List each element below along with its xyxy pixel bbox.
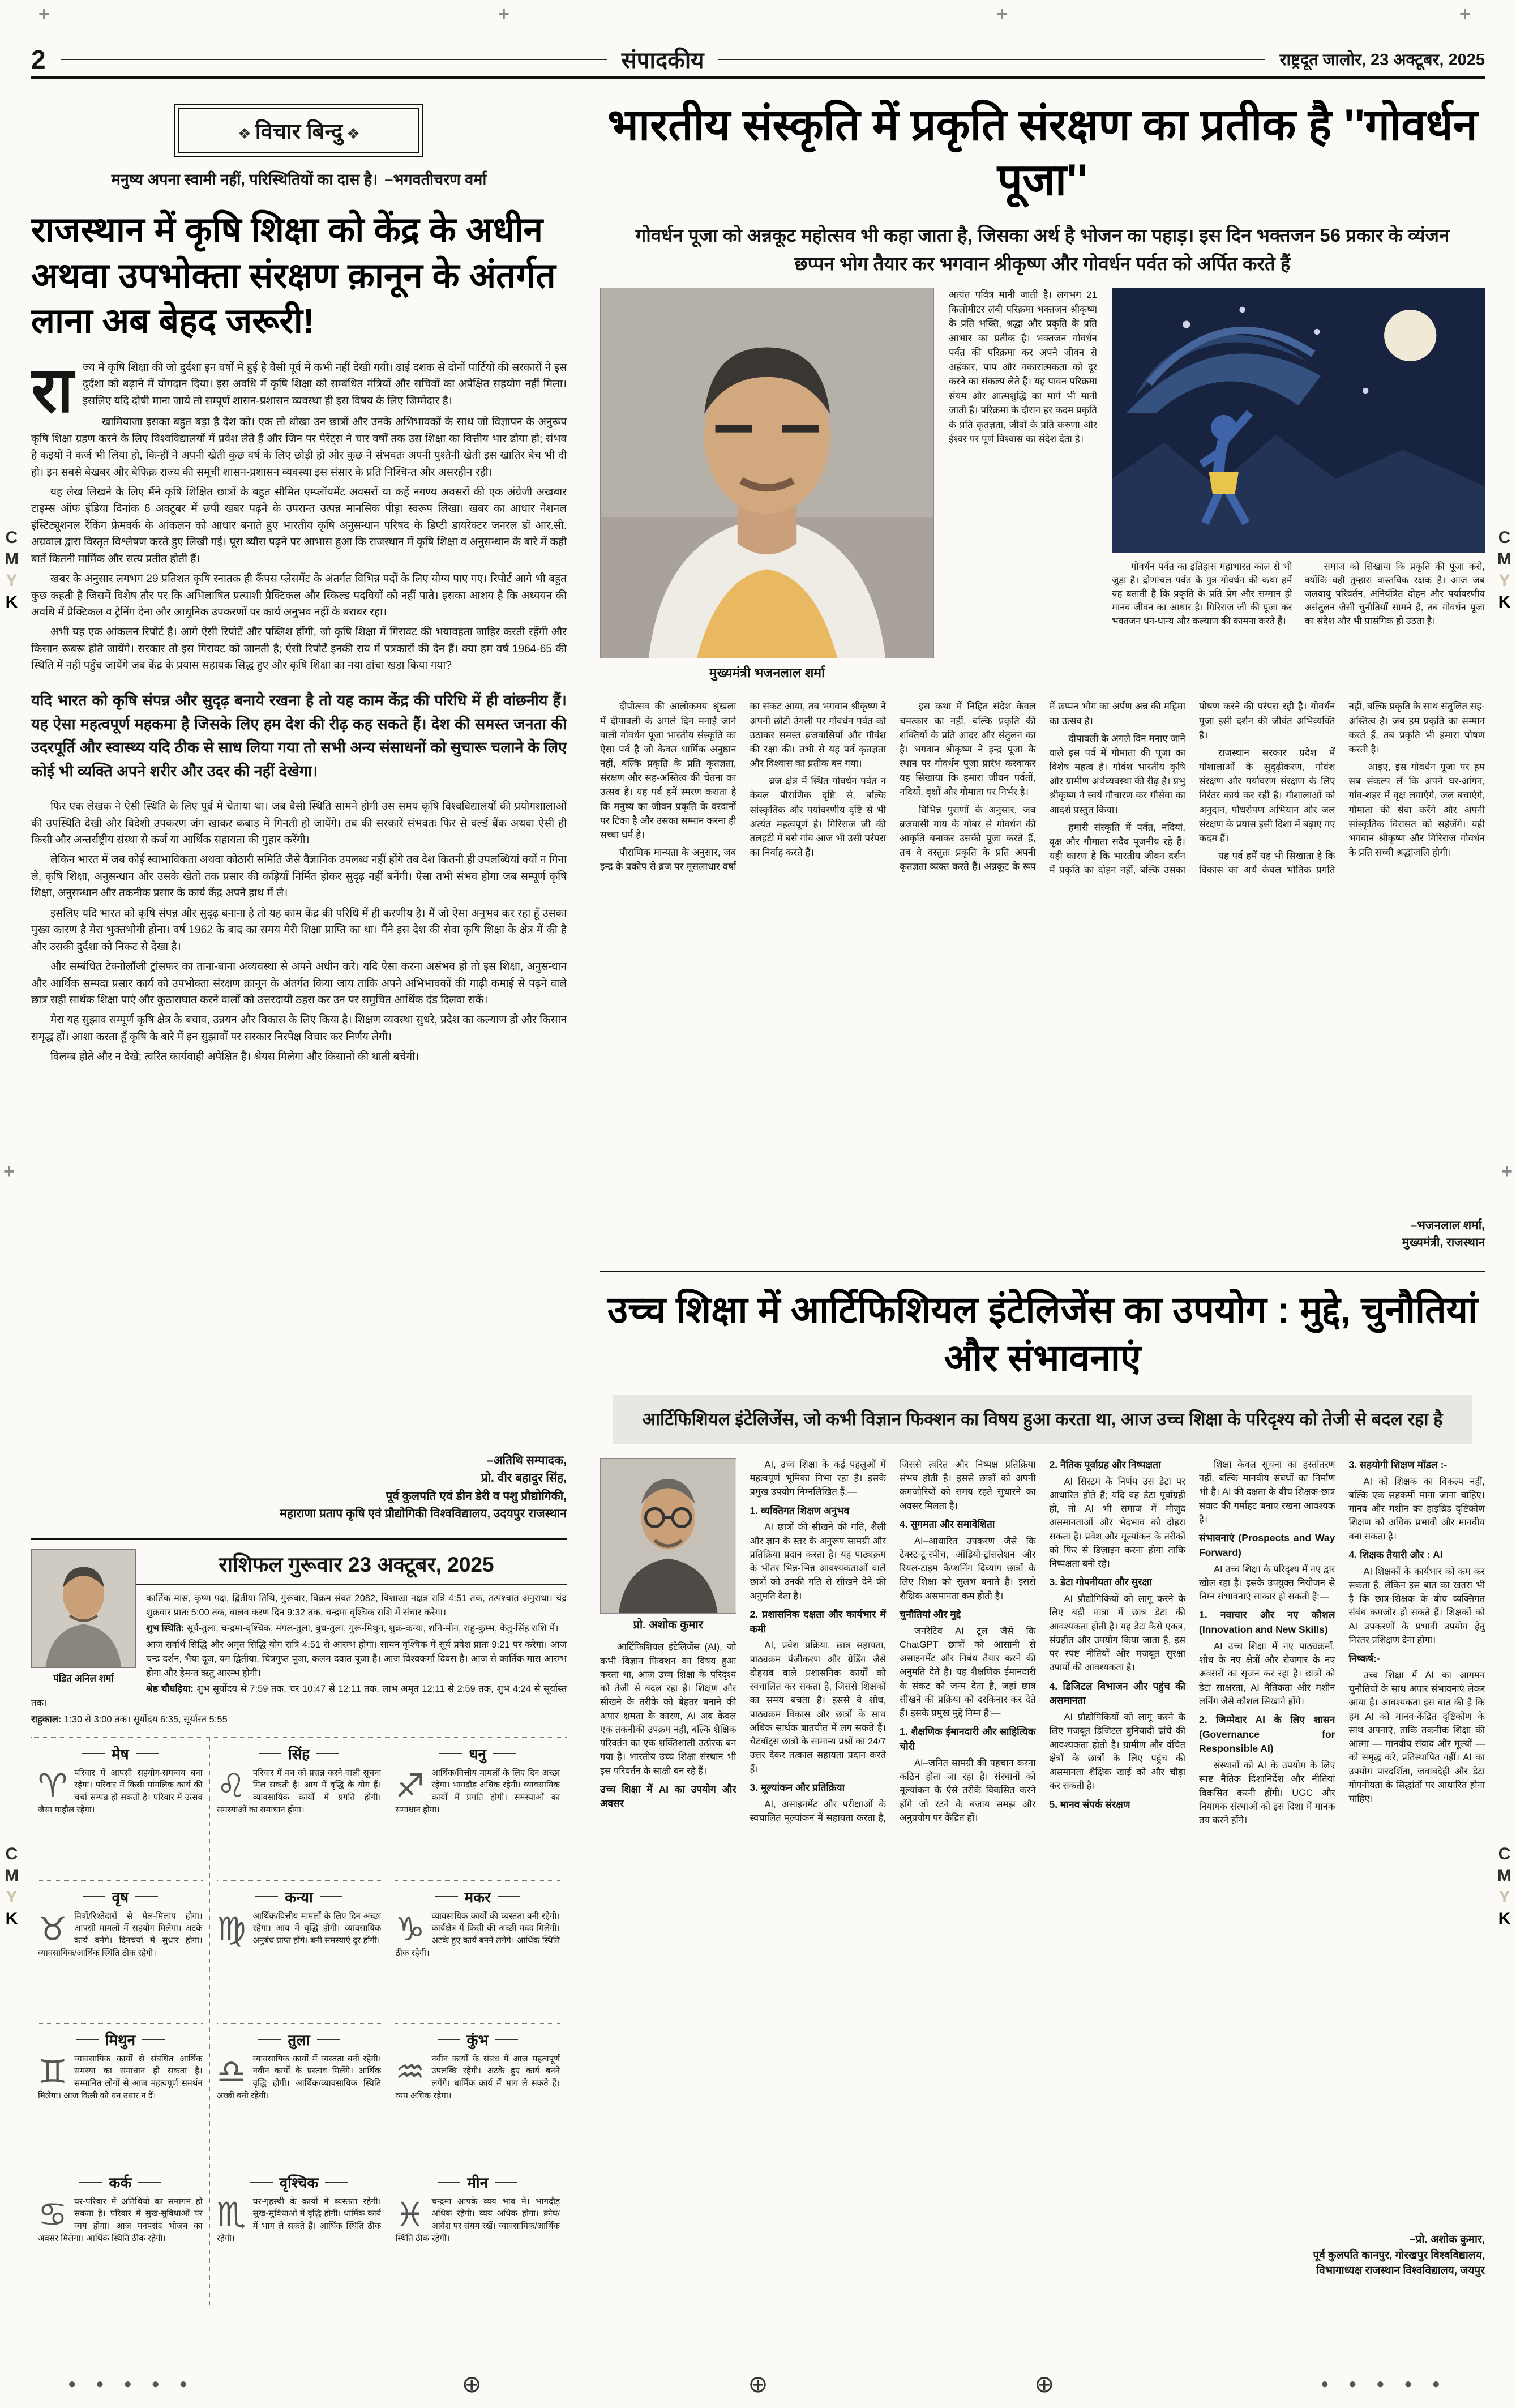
article-section	[1050, 1458, 1186, 1571]
zodiac-prediction: घर-गृहस्थी के कार्यों में व्यस्तता रहेगी। सुख-सुविधाओं में वृद्धि होगी। धार्मिक कार्य में भाग ले सकते हैं। आर्थिक स्थिति ठीक रहेगी।	[216, 2196, 382, 2243]
article-paragraph: राजस्थान सरकार प्रदेश में गौशालाओं के सुदृढ़ीकरण, गौवंश संरक्षण और पर्यावरण संरक्षण के लिए निरंतर कार्य कर रही है। गौशालाओं को अनुदान, पौधरोपण अभियान और जल संरक्षण के प्रयास इसी दिशा में बढ़ाए गए कदम हैं।	[1199, 747, 1335, 844]
zodiac-prediction: घर-परिवार में अतिथियों का समागम हो सकता है। परिवार में सुख-सुविधाओं पर व्यय होगा। आज मनपसंद भोजन का अवसर मिलेगा। आर्थिक स्थिति ठीक रहेगी।	[38, 2196, 203, 2243]
section-heading: 5. मानव संपर्क संरक्षण	[1049, 1798, 1130, 1810]
professor-photo	[600, 1458, 736, 1614]
crop-mark	[3, 1161, 15, 1183]
zodiac-prediction: परिवार में आपसी सहयोग-समन्वय बना रहेगा। परिवार में किसी मांगलिक कार्य की चर्चा सम्पन्न हो सकती है। परिवार में उत्सव जैसा माहौल रहेगा।	[38, 1768, 203, 1815]
header-rule-left	[61, 59, 607, 60]
horoscope-grid	[31, 1737, 567, 2308]
left-article-byline	[31, 1452, 567, 1523]
byline-line: मुख्यमंत्री, राजस्थान	[1402, 1236, 1485, 1249]
zodiac-name: धनु	[395, 1743, 560, 1764]
cm-photo-caption: मुख्यमंत्री भजनलाल शर्मा	[709, 665, 825, 681]
zodiac-icon: ♎	[216, 2052, 246, 2091]
cmyk-strip	[5, 529, 19, 611]
cmyk-letter: C	[1498, 528, 1511, 547]
zodiac-name: कर्क	[38, 2172, 203, 2192]
astrologer-name: पंडित अनिल शर्मा	[53, 1673, 114, 1684]
article-section	[1349, 1548, 1485, 1647]
thought-box	[174, 104, 423, 157]
article-paragraph: खबर के अनुसार लगभग 29 प्रतिशत कृषि स्नातक ही कैंपस प्लेसमेंट के अंतर्गत विभिन्न पदों के लिए योग्य पाए गए। रिपोर्ट आगे भी बहुत कुछ कहती है जिसमें विशेष तौर पर कि अभिलाषित प्रत्याशी प्रैक्टिकल और स्किल्ड पदवियों को नहीं पाते। इसका आशय है कि अध्ययन की अवधि में प्रैक्टिकल व ट्रेनिंग देना और आधुनिक उपकरणों पर कार्य अनुभव नहीं के बराबर रहा।	[31, 573, 567, 619]
horoscope-sign	[395, 1880, 560, 2023]
cm-figure	[600, 288, 934, 687]
cmyk-letter: C	[1498, 1845, 1511, 1863]
paragraph-group	[31, 798, 567, 1066]
cmyk-letter: M	[5, 550, 19, 568]
cmyk-letter: Y	[6, 1888, 18, 1906]
horoscope-column	[209, 1738, 388, 2308]
zodiac-name: मिथुन	[38, 2029, 203, 2050]
cmyk-strip	[1497, 1846, 1511, 1927]
right-column	[583, 95, 1485, 2368]
zodiac-icon: ♌	[216, 1766, 246, 1805]
section-text: जनरेटिव AI टूल जैसे कि ChatGPT छात्रों को आसानी से असाइनमेंट और निबंध तैयार करने की अनुमति देते हैं। यह शैक्षणिक ईमानदारी के संकट को जन्म देता है, जहां छात्र सीखने की प्रक्रिया को दरकिनार कर देते हैं। इसके प्रमुख मुद्दे निम्न हैं:—	[900, 1626, 1036, 1719]
zodiac-icon: ♏	[216, 2195, 246, 2234]
zodiac-prediction: आर्थिक/वित्तीय मामलों के लिए दिन अच्छा रहेगा। भागदौड़ अधिक रहेगी। व्यावसायिक कार्यों में प्रगति होगी। समस्याओं का समाधान होगा।	[395, 1768, 560, 1815]
article-section	[900, 1607, 1036, 1720]
govardhan-headline: भारतीय संस्कृति में प्रकृति संरक्षण का प्रतीक है ''गोवर्धन पूजा''	[607, 100, 1478, 204]
article-paragraph: यह पर्व हमें यह भी सिखाता है कि विकास का अर्थ केवल भौतिक प्रगति नहीं, बल्कि प्रकृति के साथ संतुलित सह-अस्तित्व है। जब हम प्रकृति का सम्मान करते हैं, तब प्रकृति भी हमारा पोषण करती है।	[1199, 701, 1485, 876]
article-paragraph: समाज को सिखाया कि प्रकृति की पूजा करो, क्योंकि वही तुम्हारा वास्तविक रक्षक है। आज जब जलवायु परिवर्तन, अनियंत्रित दोहन और पर्यावरणीय असंतुलन जैसी चुनौतियाँ सामने हैं, तब गोवर्धन पूजा का संदेश और भी प्रासंगिक हो उठता है।	[1304, 562, 1485, 627]
horoscope-sign	[217, 1738, 382, 1880]
article-paragraph: यह लेख लिखने के लिए मैंने कृषि शिक्षित छात्रों के बहुत सीमित एम्प्लॉयमेंट अवसरों या कहें नगण्य अवसरों की एक अंग्रेजी अखबार टाइम्स ऑफ इंडिया दिनांक 6 अक्टूबर में छपी खबर पढ़ने के उपरान्त उत्पन्न मानसिक पीड़ा स्वरूप लिखा। खबर का आधार नेशनल इंस्टिट्यूशनल रैंकिंग फ्रेमवर्क के आंकलन को आधार बनाते हुए भारतीय कृषि अनुसन्धान परिषद के डिप्टी डायरेक्टर जनरल डॉ आर.सी. अग्रवाल द्वारा विस्तृत विश्लेषण करते हुए लिखी गई। पूरा ब्यौरा पढ़ने पर आभास हुआ कि राजस्थान में कृषि शिक्षा व अनुसन्धान के बारे में कही बातें कितनी मार्मिक और सत्य प्रतीत होती हैं।	[31, 486, 567, 565]
horoscope-title: राशिफल गुरूवार 23 अक्टूबर, 2025	[31, 1549, 567, 1585]
registration-mark: ⊕	[1034, 2371, 1055, 2397]
article-paragraph: विभिन्न पुराणों के अनुसार, जब ब्रजवासी गाय के गोबर से गोवर्धन की आकृति बनाकर उसकी पूजा करते हैं, तब वे वस्तुतः प्रकृति के प्रति अपनी कृतज्ञता व्यक्त करते हैं। अन्नकूट के रूप में छप्पन भोग का अर्पण अन्न की महिमा का उत्सव है।	[900, 701, 1185, 872]
section-title: संपादकीय	[621, 48, 704, 73]
horoscope-column	[388, 1738, 567, 2308]
govardhan-mid-column: अत्यंत पवित्र मानी जाती है। लगभग 21 किलोमीटर लंबी परिक्रमा भक्तजन श्रीकृष्ण के प्रति भक्ति, श्रद्धा और प्रकृति के प्रति आभार का प्रतीक है। भक्तजन गोवर्धन पर्वत की परिक्रमा कर अपने जीवन से अहंकार, पाप और नकारात्मकता को दूर करने का संकल्प लेते हैं। यह पावन परिक्रमा संयम और आत्मशुद्धि का मार्ग भी मानी जाती है। परिक्रमा के दौरान हर कदम प्रकृति के प्रति कृतज्ञता, जीवों के प्रति करुणा और ईश्वर पर पूर्ण विश्वास का संदेश देता है।	[949, 289, 1097, 445]
article-section	[1050, 1575, 1186, 1674]
article-paragraph: गोवर्धन पर्वत का इतिहास महाभारत काल से भी जुड़ा है। द्रोणाचल पर्वत के पुत्र गोवर्धन की कथा हमें यह बताती है कि प्रकृति के प्रति प्रेम और सम्मान ही मानव जीवन का आधार है। गिरिराज जी की पूजा कर भक्तजन धन-धान्य और कल्याण की कामना करते हैं।	[1112, 562, 1292, 627]
section-heading: 4. सुगमता और समावेशिता	[900, 1518, 995, 1530]
pull-quote: यदि भारत को कृषि संपन्न और सुदृढ़ बनाये रखना है तो यह काम केंद्र की परिधि में ही वांछनीय हैं। यह ऐसा महत्वपूर्ण महकमा है जिसके लिए हम देश की रीढ़ कह सकते हैं। देश की समस्त जनता की उदरपूर्ति और स्वास्थ्य यदि ठीक से साध लिया गया तो सभी अन्य संसाधनों को सुचारू चलाने के लिए कोई भी व्यक्ति अपने शरीर और उदर की नहीं देखेगा।	[31, 691, 567, 780]
quote-author: –भगवतीचरण वर्मा	[384, 171, 487, 188]
registration-dots: ● ● ● ● ●	[68, 2376, 196, 2392]
article-section	[1199, 1531, 1335, 1603]
cmyk-letter: K	[5, 1909, 18, 1928]
edition-dateline: राष्ट्रदूत जालोर, 23 अक्टूबर, 2025	[1279, 51, 1485, 69]
zodiac-icon: ♈	[38, 1766, 67, 1805]
horoscope-sign	[38, 2166, 203, 2308]
crop-mark	[38, 3, 50, 25]
ai-subhead: आर्टिफिशियल इंटेलिजेंस, जो कभी विज्ञान फिक्शन का विषय हुआ करता था, आज उच्च शिक्षा के परिदृश्य को तेजी से बदल रहा है	[613, 1395, 1471, 1444]
article-section	[1349, 1652, 1485, 1806]
registration-mark: ⊕	[748, 2371, 768, 2397]
section-text: AI को शिक्षक का विकल्प नहीं, बल्कि एक सहकर्मी माना जाना चाहिए। मानव और मशीन का हाइब्रिड दृष्टिकोण शिक्षण को अधिक प्रभावी और मानवीय बना सकता है।	[1348, 1476, 1485, 1542]
left-article-body	[31, 360, 567, 1444]
section-text: उच्च शिक्षा में AI का आगमन चुनौतियों के साथ अपार संभावनाएं लेकर आया है। आवश्यकता इस बात की है कि हम AI को मानव-केंद्रित दृष्टिकोण के साथ अपनाएं, ताकि तकनीक शिक्षा की आत्मा — मानवीय संवाद और मूल्यों — को समृद्ध करे, प्रतिस्थापित नहीं। AI का उपयोग पारदर्शिता, जवाबदेही और डेटा गोपनीयता के सिद्धांतों पर आधारित होना चाहिए।	[1348, 1670, 1485, 1804]
zodiac-icon: ♑	[395, 1909, 425, 1948]
article-lead-paragraph	[31, 359, 567, 425]
zodiac-prediction: चन्द्रमा आपके व्यय भाव में। भागदौड़ अधिक रहेगी। व्यय अधिक होगा। क्रोध/आवेश पर संयम रखें। व्यावसायिक/आर्थिक स्थिति ठीक रहेगी।	[395, 2196, 560, 2243]
article-paragraph: विलम्ब होते और न देखें; त्वरित कार्यवाही अपेक्षित है। श्रेयस मिलेगा और किसानों की थाती बचेगी।	[50, 1051, 419, 1063]
zodiac-name: वृश्चिक	[217, 2172, 382, 2192]
panchang-text: शुभ सूर्योदय से 7:59 तक, चर 10:47 से 12:11 तक, लाभ अमृत 12:11 से 2:59 तक, शुभ 4:24 से सूर्यास्त तक।	[31, 1684, 567, 1709]
astrologer-portrait-illustration	[32, 1550, 135, 1667]
lead-text: ज्य में कृषि शिक्षा की जो दुर्दशा इन वर्षों में हुई है वैसी पूर्व में कभी नहीं देखी गयी। ढाई दशक से दोनों पार्टियों की सरकारों ने इस दुर्दशा को बढ़ाने में योगदान दिया। इस अवधि में कृषि शिक्षा को सम्बंधित मंत्रियों और सचिवों का अपेक्षित सहयोग नहीं मिला। इसलिए यदि दोषी माना जाये तो सम्पूर्ण शासन-प्रशासन व्यवस्था ही इस विषय के लिए जिम्मेदार है।	[82, 361, 567, 407]
print-footer	[68, 2370, 1448, 2398]
section-text: AI उच्च शिक्षा में नए पाठ्यक्रमों, शोध के नए क्षेत्रों और रोजगार के नए अवसरों का सृजन कर रहा है। छात्रों को डेटा साक्षरता, AI नैतिकता और मशीन लर्निंग जैसे कौशल सिखाने होंगे।	[1199, 1641, 1335, 1706]
horoscope-header	[31, 1549, 567, 1729]
article-section	[1349, 1458, 1485, 1543]
horoscope-sign	[217, 1880, 382, 2023]
zodiac-name: कुंभ	[395, 2029, 560, 2050]
article-paragraph: पौराणिक मान्यता के अनुसार, जब इन्द्र के प्रकोप से ब्रज पर मूसलाधार वर्षा का संकट आया, तब भगवान श्रीकृष्ण ने अपनी छोटी उंगली पर गोवर्धन पर्वत को उठाकर समस्त ब्रजवासियों और गौवंश की रक्षा की। तभी से यह पर्व कृतज्ञता और विश्वास का प्रतीक बन गया।	[600, 701, 886, 872]
horoscope-sign	[38, 1738, 203, 1880]
zodiac-prediction: नवीन कार्यों के संबंध में आज महत्वपूर्ण उपलब्धि रहेगी। अटके हुए कार्य बनने लगेंगे। धार्मिक कार्य में भाग ले सकते हैं। व्यय अधिक रहेगा।	[395, 2054, 560, 2101]
section-heading: 1. व्यक्तिगत शिक्षण अनुभव	[750, 1504, 850, 1516]
zodiac-name: वृष	[38, 1887, 203, 1907]
section-text: AI सिस्टम के निर्णय उस डेटा पर आधारित होते हैं; यदि वह डेटा पूर्वाग्रही हो, तो AI भी समाज में मौजूद असमानताओं और भेदभाव को दोहरा सकता है। प्रवेश और मूल्यांकन के तरीकों को फिर से डिज़ाइन करना होगा ताकि निष्पक्षता बनी रहे।	[1049, 1476, 1185, 1569]
cmyk-letter: M	[1497, 1866, 1511, 1885]
article-paragraph: मेरा यह सुझाव सम्पूर्ण कृषि क्षेत्र के बचाव, उन्नयन और विकास के लिए किया है। शिक्षण व्यवस्था सुधरे, प्रदेश का कल्याण हो और किसान समृद्ध हों। आशा करता हूँ कृषि के बारे में इन सुझावों पर सरकार निरपेक्ष विचार कर निर्णय लेगी।	[31, 1014, 567, 1043]
crop-mark	[498, 3, 509, 25]
article-paragraph: ब्रज क्षेत्र में स्थित गोवर्धन पर्वत न केवल पौराणिक दृष्टि से, बल्कि सांस्कृतिक और पर्यावरणीय दृष्टि से भी अत्यंत महत्वपूर्ण है। गिरिराज जी की तलहटी में बसे गांव आज भी उसी परंपरा का निर्वाह करते हैं।	[750, 776, 886, 858]
section-text: AI प्रौद्योगिकियों को लागू करने के लिए मजबूत डिजिटल बुनियादी ढांचे की आवश्यकता होती है। ग्रामीण और वंचित क्षेत्रों के छात्रों के लिए पहुंच की असमानता शैक्षिक खाई को और चौड़ा कर सकती है।	[1049, 1712, 1185, 1791]
section-text: संस्थानों को AI के उपयोग के लिए स्पष्ट नैतिक दिशानिर्देश और नीतियां विकसित करनी होंगी। UGC और नियामक संस्थाओं को इस दिशा में मानक तय करने होंगे।	[1199, 1760, 1335, 1826]
panchang-label: राहुकाल:	[31, 1714, 62, 1725]
cmyk-letter: C	[5, 1845, 18, 1863]
section-text: AI प्रौद्योगिकियों को लागू करने के लिए बड़ी मात्रा में छात्र डेटा की आवश्यकता होती है। यह डेटा कैसे एकत्र, संग्रहीत और उपयोग किया जाता है, इस पर स्पष्ट नीतियों और मजबूत सुरक्षा उपायों की आवश्यकता है।	[1049, 1594, 1185, 1673]
byline-line: –भजनलाल शर्मा,	[1410, 1218, 1485, 1232]
cmyk-letter: C	[5, 528, 18, 547]
govardhan-body	[600, 699, 1485, 1251]
horoscope-sign	[395, 2023, 560, 2166]
article-section	[750, 1607, 887, 1776]
horoscope-sign	[217, 2166, 382, 2308]
byline-line: पूर्व कुलपति कानपुर, गोरखपुर विश्वविद्यालय,	[1313, 2249, 1485, 2261]
section-text: शिक्षा केवल सूचना का हस्तांतरण नहीं, बल्कि मानवीय संबंधों का निर्माण भी है। AI की दक्षता के बीच शिक्षक-छात्र संवाद की गर्माहट बनाए रखना आवश्यक है।	[1199, 1459, 1335, 1525]
krishna-illustration	[1112, 288, 1485, 553]
section-heading: 4. शिक्षक तैयारी और : AI	[1348, 1549, 1443, 1560]
section-heading: 1. नवाचार और नए कौशल (Innovation and New Skills)	[1199, 1609, 1335, 1636]
zodiac-name: मीन	[395, 2172, 560, 2192]
header-rule-right	[718, 59, 1265, 60]
zodiac-icon: ♒	[395, 2052, 425, 2091]
professor-portrait-illustration	[601, 1459, 736, 1613]
professor-photo-caption: प्रो. अशोक कुमार	[633, 1618, 703, 1631]
section-heading: संभावनाएं (Prospects and Way Forward)	[1199, 1532, 1335, 1558]
article-paragraph: आइए, इस गोवर्धन पूजा पर हम सब संकल्प लें कि अपने घर-आंगन, गांव-शहर में वृक्ष लगाएंगे, जल बचाएंगे, गौमाता की सेवा करेंगे और अपनी सांस्कृतिक विरासत को सहेजेंगे। यही भगवान श्रीकृष्ण और गिरिराज गोवर्धन के प्रति सच्ची श्रद्धांजलि होगी।	[1348, 762, 1485, 858]
zodiac-name: सिंह	[217, 1743, 382, 1764]
section-heading: 2. नैतिक पूर्वाग्रह और निष्पक्षता	[1049, 1459, 1161, 1470]
zodiac-icon: ♓	[395, 2195, 425, 2234]
horoscope-sign	[217, 2023, 382, 2166]
krishna-cell	[1112, 288, 1485, 687]
section-text: AI उच्च शिक्षा के परिदृश्य में नए द्वार खोल रहा है। इसके उपयुक्त नियोजन से निम्न संभावनाएं साकार हो सकती हैं:—	[1199, 1564, 1335, 1602]
ai-headline: उच्च शिक्षा में आर्टिफिशियल इंटेलिजेंस का उपयोग : मुद्दे, चुनौतियां और संभावनाएं	[607, 1289, 1478, 1379]
byline-line: –अतिथि सम्पादक,	[486, 1453, 567, 1467]
section-text: AI, असाइनमेंट और परीक्षाओं के स्वचालित मूल्यांकन में सहायता करता है, जिससे त्वरित और निष्पक्ष प्रतिक्रिया संभव होती है। इससे छात्रों को अपनी कमजोरियों को समय रहते सुधारने का अवसर मिलता है।	[750, 1459, 1036, 1823]
zodiac-prediction: मित्रों/रिश्तेदारों से मेल-मिलाप होगा। आपसी मामलों में सहयोग मिलेगा। अटके कार्य बनेंगे। दिनचर्या में सुधार होगा। व्यावसायिक/आर्थिक स्थिति ठीक रहेगी।	[38, 1911, 203, 1958]
byline-line: पूर्व कुलपति एवं डीन डेरी व पशु प्रौद्योगिकी,	[386, 1489, 567, 1503]
thought-title: विचार बिन्दु	[255, 120, 343, 144]
article-paragraph: दीपावली के अगले दिन मनाए जाने वाले इस पर्व में गौमाता की पूजा का विशेष महत्व है। गौवंश भारतीय कृषि और ग्रामीण अर्थव्यवस्था की रीढ़ है। प्रभु श्रीकृष्ण ने स्वयं गौचारण कर गौसेवा का आदर्श प्रस्तुत किया।	[1049, 733, 1185, 815]
horoscope-sign	[395, 2166, 560, 2308]
cmyk-letter: Y	[6, 571, 18, 590]
professor-figure	[600, 1458, 736, 1633]
cm-photo	[600, 288, 934, 658]
zodiac-icon: ♐	[395, 1766, 425, 1805]
article-paragraph: हमारी संस्कृति में पर्वत, नदियां, वृक्ष और गौमाता सदैव पूजनीय रहे हैं। यही कारण है कि भारतीय जीवन दर्शन में प्रकृति का दोहन नहीं, बल्कि उसका पोषण करने की परंपरा रही है। गोवर्धन पूजा इसी दर्शन की जीवंत अभिव्यक्ति है।	[1049, 701, 1335, 876]
zodiac-prediction: व्यावसायिक कार्यों में व्यस्तता बनी रहेगी। नवीन कार्यों के प्रस्ताव मिलेंगे। आर्थिक वृद्धि होगी। आर्थिक/व्यावसायिक स्थिति अच्छी बनी रहेगी।	[216, 2054, 382, 2101]
astrologer-figure	[31, 1549, 136, 1684]
article-section	[1199, 1608, 1335, 1708]
article-section	[1050, 1679, 1186, 1793]
zodiac-prediction: परिवार में मन को प्रसन्न करने वाली सूचना मिल सकती है। आय में वृद्धि के योग हैं। व्यावसायिक कार्यों में प्रगति होगी। समस्याओं का समाधान होगा।	[216, 1768, 382, 1815]
cmyk-letter: Y	[1498, 1888, 1510, 1906]
cmyk-letter: K	[1498, 1909, 1511, 1928]
zodiac-name: तुला	[217, 2029, 382, 2050]
article-paragraph: इसलिए यदि भारत को कृषि संपन्न और सुदृढ़ बनाना है तो यह काम केंद्र की परिधि में ही करणीय है। मैं जो ऐसा अनुभव कर रहा हूँ उसका मुख्य कारण है मेरा भुक्तभोगी होना। वर्ष 1962 के बाद का समय मेरी शिक्षा प्राप्ति का था। मैंने इस देश की सेवा कृषि शिक्षा के क्षेत्र में की है और उसकी दुर्दशा को निकट से देखा है।	[31, 907, 567, 953]
crop-mark	[1501, 1161, 1513, 1183]
section-text: AI–जनित सामग्री की पहचान करना कठिन होता जा रहा है। संस्थानों को मूल्यांकन के ऐसे तरीके विकसित करने होंगे जो रटने के बजाय समझ और अनुप्रयोग पर केंद्रित हों।	[900, 1757, 1036, 1823]
crop-mark	[1459, 3, 1471, 25]
thought-box-inner	[178, 108, 419, 153]
zodiac-name: मकर	[395, 1887, 560, 1907]
section-heading: उच्च शिक्षा में AI का उपयोग और अवसर	[600, 1783, 736, 1810]
article-section	[750, 1504, 887, 1603]
section-heading: 3. डेटा गोपनीयता और सुरक्षा	[1049, 1576, 1152, 1588]
govardhan-figure-row	[600, 288, 1485, 687]
drop-cap: रा	[31, 359, 74, 425]
krishna-govardhan-scene	[1112, 288, 1485, 553]
panchang-line	[31, 1713, 567, 1727]
panchang-label: शुभ स्थिति:	[146, 1623, 185, 1634]
panchang-text: सूर्य-तुला, चन्द्रमा-वृश्चिक, मंगल-तुला, बुध-तुला, गुरू-मिथुन, शुक्र-कन्या, शनि-मीन, राहु-कुम्भ, केतु-सिंह राशि में।	[187, 1623, 559, 1634]
paragraph-group	[31, 414, 567, 674]
section-heading: 3. सहयोगी शिक्षण मॉडल :-	[1348, 1459, 1448, 1470]
article-paragraph: इस कथा में निहित संदेश केवल चमत्कार का नहीं, बल्कि प्रकृति की शक्तियों के प्रति आदर और संतुलन का है। भगवान श्रीकृष्ण ने इन्द्र पूजा के स्थान पर गोवर्धन पूजा प्रारंभ करवाकर यह सिखाया कि हमारा जीवन पर्वतों, नदियों, वृक्षों और गौमाता पर निर्भर है।	[900, 701, 1036, 798]
left-article-headline: राजस्थान में कृषि शिक्षा को केंद्र के अधीन अथवा उपभोक्ता संरक्षण क़ानून के अंतर्गत लाना अब बेहद जरूरी!	[31, 211, 556, 341]
govardhan-byline	[1393, 1213, 1485, 1252]
ai-intro-paragraph: आर्टिफिशियल इंटेलिजेंस (AI), जो कभी विज्ञान फिक्शन का विषय हुआ करता था, आज उच्च शिक्षा के परिदृश्य को तेजी से बदल रहा है। शिक्षण और सीखने के तरीके को बेहतर बनाने की अपार क्षमता के कारण, AI अब केवल एक तकनीकी उपक्रम नहीं, बल्कि शैक्षिक परिवर्तन का एक शक्तिशाली उत्प्रेरक बन गया है। भारतीय उच्च शिक्षा संस्थान भी इस परिवर्तन के साक्षी बन रहे हैं।	[600, 1642, 736, 1776]
panchang-text: 1:30 से 3:00 तक। सूर्योदय 6:35, सूर्यास्त 5:55	[64, 1714, 228, 1725]
horoscope-sign	[395, 1738, 560, 1880]
cmyk-strip	[1497, 529, 1511, 611]
article-paragraph: फिर एक लेखक ने ऐसी स्थिति के लिए पूर्व में चेताया था। जब वैसी स्थिति सामने होगी उस समय कृषि विश्वविद्यालयों की प्रयोगशालाओं की उपस्थिति देखी और विदेशी उपकरण जंग खाकर कबाड़ में गिनती हो जायेंगे। तब की सरकारें संभवतः फिर से वर्ल्ड बैंक अथवा ऐसी ही किसी और अन्तर्राष्ट्रीय संस्था से कर्ज या आर्थिक सहायता की गुहार करेंगी।	[31, 801, 567, 846]
page-number: 2	[31, 44, 46, 74]
horoscope-column	[31, 1738, 209, 2308]
cmyk-letter: K	[5, 593, 18, 611]
section-heading: निष्कर्ष:-	[1348, 1653, 1380, 1665]
section-heading: चुनौतियां और मुद्दे	[900, 1608, 961, 1620]
horoscope-section	[31, 1538, 567, 2308]
section-heading: 1. शैक्षणिक ईमानदारी और साहित्यिक चोरी	[900, 1726, 1036, 1752]
article-paragraph: दीपोत्सव की आलोकमय श्रृंखला में दीपावली के अगले दिन मनाई जाने वाली गोवर्धन पूजा भारतीय संस्कृति का ऐसा पर्व है जो केवल धार्मिक अनुष्ठान नहीं, बल्कि प्रकृति के प्रति कृतज्ञता, संरक्षण और सह-अस्तित्व की चेतना का उत्सव है। यह पर्व हमें स्मरण कराता है कि मनुष्य का जीवन प्रकृति के वरदानों पर टिका है और उसका सम्मान करना ही सच्चा धर्म है।	[600, 701, 736, 840]
panchang-line	[31, 1682, 567, 1710]
article-paragraph: खामियाजा इसका बहुत बड़ा है देश को। एक तो धोखा उन छात्रों और उनके अभिभावकों के साथ जो विज्ञापन के अनुरूप कृषि शिक्षा ग्रहण करने के लिए विश्वविद्यालयों में प्रवेश लेते हैं और जिन पर पेरेंट्स ने चार वर्षों तक उस शिक्षा का वित्तीय भार ढोया हो; संभव है कइयों ने कर्ज भी लिया हो, किन्हीं ने अपनी खेती कुछ वर्ष के लिए छोड़ी हो और कुछ ने संभवतः अपनी पुश्तैनी खेती इस खातिर बेच भी दी हो। इन सबसे बेखबर और बेफिक्र राज्य की समूची शासन-प्रशासन व्यवस्था इस संसार के प्रति निश्चिन्त और असरहीन रही।	[31, 416, 567, 478]
registration-mark: ⊕	[461, 2371, 482, 2397]
quote-text: मनुष्य अपना स्वामी नहीं, परिस्थितियों का दास है।	[111, 171, 378, 188]
section-heading: 3. मूल्यांकन और प्रतिक्रिया	[750, 1781, 845, 1793]
astrologer-photo	[31, 1549, 136, 1668]
article-section	[1199, 1713, 1335, 1827]
article-paragraph: लेकिन भारत में जब कोई स्वाभाविकता अथवा कोठारी समिति जैसे वैज्ञानिक उपलब्ध नहीं होंगे तब देश कितनी ही उपलब्धियां क्यों न गिना ले, कृषि शिक्षा, अनुसन्धान और उसके खेतों तक प्रसार की कड़ियाँ निर्मित होकर सुदृढ़ नहीं बनेंगी। ऐसा तभी संभव होगा जब सम्पूर्ण कृषि शिक्षा, अनुसन्धान और तकनीक प्रसार के कार्य केंद्र अपने हाथ में ले।	[31, 854, 567, 900]
article-paragraph: अभी यह एक आंकलन रिपोर्ट है। आगे ऐसी रिपोर्टें और पब्लिश होंगी, जो कृषि शिक्षा में गिरावट की भयावहता जाहिर करती रहेंगी और किसान रूबरू होते जायेंगे। सरकार तो इस गिरावट को जानती है; ऐसी रिपोर्टें इनकी राय में पत्रकारों की देन हैं। क्या हम वर्ष 1964-65 की स्थिति में नहीं पहुँच जायेंगे जब केंद्र के प्रयास सहायक सिद्ध हुए और कृषि शिक्षा का नया ढांचा खड़ा किया गया?	[31, 626, 567, 672]
cm-portrait-illustration	[601, 288, 933, 658]
govardhan-subhead: गोवर्धन पूजा को अन्नकूट महोत्सव भी कहा जाता है, जिसका अर्थ है भोजन का पहाड़। इस दिन भक्तजन 56 प्रकार के व्यंजन छप्पन भोग तैयार कर भगवान श्रीकृष्ण और गोवर्धन पर्वत को अर्पित करते हैं	[635, 225, 1450, 274]
cmyk-strip	[5, 1846, 19, 1927]
byline-line: महाराणा प्रताप कृषि एवं प्रौद्योगिकी विश्वविद्यालय, उदयपुर राजस्थान	[280, 1507, 567, 1521]
zodiac-prediction: आर्थिक/वित्तीय मामलों के लिए दिन अच्छा रहेगा। आय में वृद्धि होगी। व्यावसायिक अनुबंध प्राप्त होंगे। बनी समस्याएं दूर होंगी।	[252, 1911, 382, 1946]
panchang-text: कार्तिक मास, कृष्ण पक्ष, द्वितीया तिथि, गुरूवार, विक्रम संवत 2082, विशाखा नक्षत्र रात्रि 4:51 तक, तत्पश्चात अनुराधा। चंद्र शुक्रवार प्रातः 5:00 तक, बालव करण दिन 9:32 तक, चन्द्रमा वृश्चिक राशि में संचार करेगा।	[146, 1593, 567, 1618]
section-text: AI शिक्षकों के कार्यभार को कम कर सकता है, लेकिन इस बात का खतरा भी है कि छात्र-शिक्षक के बीच व्यक्तिगत संबंध कमजोर हो सकते हैं। शिक्षकों को AI उपकरणों के प्रभावी उपयोग हेतु निरंतर प्रशिक्षण देना होगा।	[1348, 1566, 1485, 1645]
zodiac-name: कन्या	[217, 1887, 382, 1907]
cmyk-letter: M	[1497, 550, 1511, 568]
cmyk-letter: Y	[1498, 571, 1510, 590]
zodiac-prediction: व्यावसायिक कार्यों की व्यस्तता बनी रहेगी। कार्यक्षेत्र में किसी की अच्छी मदद मिलेगी। अटके हुए कार्य बनने लगेंगे। आर्थिक स्थिति ठीक रहेगी।	[395, 1911, 560, 1958]
section-heading: 2. प्रशासनिक दक्षता और कार्यभार में कमी	[750, 1608, 886, 1635]
zodiac-icon: ♋	[38, 2195, 67, 2234]
page-header	[31, 42, 1485, 79]
byline-line: प्रो. वीर बहादुर सिंह,	[481, 1472, 567, 1485]
zodiac-icon: ♍	[216, 1909, 246, 1948]
cmyk-letter: M	[5, 1866, 19, 1885]
ai-body	[600, 1458, 1485, 2279]
article-section	[900, 1725, 1036, 1825]
article-section	[900, 1517, 1036, 1603]
section-heading: 2. जिम्मेदार AI के लिए शासन (Governance for Responsible AI)	[1199, 1714, 1335, 1755]
ai-byline	[1304, 2227, 1485, 2279]
horoscope-sign	[38, 2023, 203, 2166]
registration-dots: ● ● ● ● ●	[1320, 2376, 1448, 2392]
left-column	[31, 95, 583, 2368]
crop-mark	[996, 3, 1008, 25]
byline-line: –प्रो. अशोक कुमार,	[1409, 2234, 1485, 2246]
panchang-label: श्रेष्ठ चौघड़िया:	[146, 1684, 194, 1695]
govardhan-article	[600, 97, 1485, 1251]
paragraph-group	[600, 699, 1485, 877]
section-text: AI, उच्च शिक्षा के कई पहलुओं में महत्वपूर्ण भूमिका निभा रहा है। इसके प्रमुख उपयोग निम्नलिखित हैं:—	[750, 1459, 886, 1498]
panchang-text: आज सर्वार्थ सिद्धि और अमृत सिद्धि योग रात्रि 4:51 से आरम्भ होगा। सायन वृश्चिक में सूर्य प्रवेश प्रातः 9:21 पर करेगा। आज चन्द्र दर्शन, भैया दूज, यम द्वितीया, चित्रगुप्त पूजा, कलम दवात पूजा है। आज विश्वकर्मा दिवस है। आज से कार्तिक मास आरम्भ होगा और हेमन्त ऋतु आरम्भ होगी।	[146, 1640, 567, 1678]
zodiac-name: मेष	[38, 1743, 203, 1764]
krishna-side-text	[1112, 561, 1485, 678]
article-paragraph: और सम्बंधित टेक्नोलॉजी ट्रांसफर का ताना-बाना अव्यवस्था से अपने अधीन करे। यदि ऐसा करना असंभव हो तो इस शिक्षा, अनुसन्धान और आर्थिक सम्पदा प्रसार कार्य को उपभोक्ता संरक्षण क़ानून के अंतर्गत किया जाय ताकि अपने अभिभावकों की गाढ़ी कमाई से पढ़ने वाले छात्र सही सार्थक शिक्षा पाएं और कुठाराघात करने वालों को उत्तरदायी ठहरा कर उन पर समुचित आर्थिक दंड दिलवा सकें।	[31, 961, 567, 1006]
section-text: AI छात्रों की सीखने की गति, शैली और ज्ञान के स्तर के अनुरूप सामग्री और प्रतिक्रिया प्रदान करता है। यह पाठ्यक्रम के भीतर भिन्न-भिन्न आवश्यकताओं वाले छात्रों को उनकी गति से सीखने देने की अनुमति देता है।	[750, 1522, 886, 1601]
page-body	[31, 95, 1485, 2368]
zodiac-icon: ♊	[38, 2052, 67, 2091]
cmyk-letter: K	[1498, 593, 1511, 611]
thought-quote	[31, 169, 567, 191]
ai-article	[600, 1271, 1485, 2278]
section-text: AI, प्रवेश प्रक्रिया, छात्र सहायता, पाठ्यक्रम पंजीकरण और ग्रेडिंग जैसे दोहराव वाले प्रशासनिक कार्यों को स्वचालित कर सकता है, जिससे शिक्षकों का समय बचता है। इससे वे शोध, पाठ्यक्रम विकास और छात्रों के साथ अधिक सार्थक बातचीत में लग सकते हैं। चैटबॉट्स छात्रों के सामान्य प्रश्नों का 24/7 उत्तर देकर तत्काल सहायता प्रदान करते हैं।	[750, 1640, 886, 1774]
horoscope-sign	[38, 1880, 203, 2023]
section-text: AI–आधारित उपकरण जैसे कि टेक्स्ट-टू-स्पीच, ऑडियो-ट्रांसलेशन और रियल-टाइम कैप्शनिंग दिव्यांग छात्रों के लिए शिक्षा को सुलभ बनाते हैं। इससे शैक्षिक असमानता कम होती है।	[900, 1536, 1036, 1601]
section-heading: 4. डिजिटल विभाजन और पहुंच की असमानता	[1049, 1680, 1185, 1706]
zodiac-icon: ♉	[38, 1909, 67, 1948]
byline-line: विभागाध्यक्ष राजस्थान विश्वविद्यालय, जयपुर	[1316, 2265, 1485, 2277]
zodiac-prediction: व्यावसायिक कार्यों से संबंधित आर्थिक समस्या का समाधान हो सकता है। सम्मानित लोगों से आज महत्वपूर्ण समर्थन मिलेगा। आज किसी को धन उधार न दें।	[38, 2054, 203, 2101]
